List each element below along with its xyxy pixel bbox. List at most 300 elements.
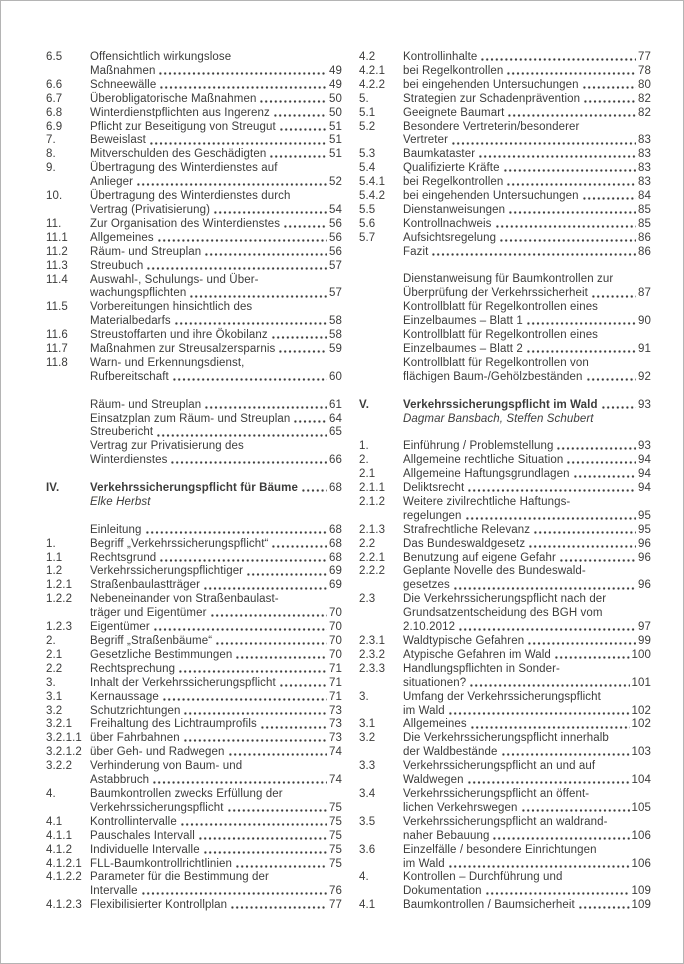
dot-leader [503, 162, 636, 176]
toc-entry-text: Astabbruch [90, 774, 150, 787]
toc-entry-number [46, 454, 90, 468]
toc-entry-line [46, 635, 342, 649]
toc-page-number: 58 [329, 315, 342, 328]
toc-page-number: 82 [638, 106, 651, 119]
toc-spacer [46, 468, 342, 482]
toc-entry-text: Allgemeine Haftungsgrundlagen [403, 468, 570, 481]
toc-entry-number: 5.6 [359, 217, 376, 230]
toc-entry-number [359, 705, 403, 719]
toc-entry-line [359, 468, 651, 482]
toc-entry-text: bei eingehenden Untersuchungen [403, 78, 579, 91]
toc-entry-line [46, 760, 342, 774]
toc-entry-text: über Fahrbahnen [90, 732, 180, 745]
toc-entry-line [46, 399, 342, 413]
toc-entry-line [359, 204, 651, 218]
dot-leader [506, 176, 636, 190]
toc-entry-text: Allgemeine rechtliche Situation [403, 454, 564, 467]
toc-entry [46, 593, 342, 621]
toc-entry-line [46, 732, 342, 746]
toc-entry-text: Baumkontrollen zwecks Erfüllung der [90, 787, 283, 800]
toc-entry-line [46, 51, 342, 65]
toc-entry-number: 11.7 [46, 343, 68, 356]
toc-page-number: 85 [638, 203, 651, 216]
toc-entry-text: Qualifizierte Kräfte [403, 162, 500, 175]
toc-page-number: 80 [638, 78, 651, 91]
toc-entry-line [359, 579, 651, 593]
toc-entry-line [46, 816, 342, 830]
toc-entry-text: Deliktsrecht [403, 482, 465, 495]
dot-leader [480, 51, 636, 65]
toc-entry-text: Übertragung des Winterdienstes durch [90, 190, 291, 203]
toc-page-number: 91 [638, 343, 651, 356]
dot-leader [159, 552, 327, 566]
toc-entry [359, 246, 651, 260]
toc-entry-line [46, 871, 342, 885]
dot-leader [178, 663, 327, 677]
toc-entry-number: 4.1.2.1 [46, 857, 82, 870]
toc-page-number: 54 [329, 203, 342, 216]
toc-page-number: 102 [631, 718, 651, 731]
toc-entry-number: 2.1.1 [359, 482, 386, 495]
toc-entry-line [46, 107, 342, 121]
toc-entry-number: 11.8 [46, 356, 68, 369]
toc-entry-number [359, 343, 403, 357]
toc-entry-text: 2.10.2012 [403, 621, 456, 634]
toc-entry-text: träger und Eigentümer [90, 607, 207, 620]
toc-entry-line [46, 232, 342, 246]
toc-entry [359, 691, 651, 719]
toc-entry-text: im Wald [403, 857, 445, 870]
toc-entry-line [46, 343, 342, 357]
toc-entry [46, 413, 342, 427]
toc-entry-number: 2.2.2 [359, 565, 386, 578]
dot-leader [591, 287, 636, 301]
toc-entry-line [359, 413, 651, 427]
toc-entry-number: 2. [46, 635, 56, 648]
dot-leader [458, 621, 636, 635]
toc-entry [46, 788, 342, 816]
toc-entry-number: 1. [46, 537, 56, 550]
dot-leader [271, 538, 327, 552]
toc-page-number: 68 [329, 482, 342, 495]
toc-entry-number: 3.4 [359, 787, 376, 800]
toc-entry-number: 2.3.2 [359, 648, 386, 661]
toc-entry-text: Parameter für die Bestimmung der [90, 871, 269, 884]
dot-leader [189, 287, 327, 301]
toc-page-number: 97 [638, 621, 651, 634]
toc-entry-text: Vertreter [403, 134, 449, 147]
toc-page-number: 70 [329, 621, 342, 634]
dot-leader [501, 746, 630, 760]
toc-entry [46, 274, 342, 302]
toc-entry-line [359, 121, 651, 135]
dot-leader [283, 218, 327, 232]
toc-entry [46, 426, 342, 440]
toc-entry-text: Begriff „Verkehrssicherungspflicht“ [90, 537, 269, 550]
toc-entry-line [46, 121, 342, 135]
toc-entry-text: Besondere Vertreterin/besonderer [403, 120, 580, 133]
toc-entry-number [359, 802, 403, 816]
dot-leader [273, 107, 327, 121]
toc-entry-number: 1.2.3 [46, 621, 73, 634]
toc-entry [359, 301, 651, 329]
toc-entry-text: Weitere zivilrechtliche Haftungs- [403, 495, 571, 508]
toc-entry-line [359, 440, 651, 454]
dot-leader [573, 468, 636, 482]
toc-entry [46, 649, 342, 663]
toc-entry-text: Verkehrssicherungspflichtiger [90, 565, 244, 578]
toc-entry-number: 1.2.2 [46, 593, 73, 606]
toc-entry [359, 440, 651, 454]
toc-entry [359, 718, 651, 732]
toc-entry-text: Überobligatorische Maßnahmen [90, 92, 257, 105]
toc-entry [359, 232, 651, 246]
toc-page-number: 75 [329, 801, 342, 814]
toc-page-number: 77 [329, 899, 342, 912]
toc-entry-number [46, 371, 90, 385]
toc-entry-line [46, 246, 342, 260]
toc-entry [46, 148, 342, 162]
toc-entry-text: Einzelbaumes – Blatt 2 [403, 343, 523, 356]
toc-entry [46, 565, 342, 579]
toc-entry [46, 538, 342, 552]
toc-entry-number: 1.2 [46, 565, 63, 578]
toc-entry [359, 760, 651, 788]
toc-page-number: 96 [638, 579, 651, 592]
toc-spacer [359, 426, 651, 440]
toc-entry-number: 3.5 [359, 815, 376, 828]
toc-entry [359, 844, 651, 872]
toc-entry-line [46, 218, 342, 232]
dot-leader [271, 329, 327, 343]
toc-entry-text: Verkehrssicherungspflicht im Wald [403, 398, 598, 411]
toc-entry [359, 329, 651, 357]
toc-entry-text: Verkehrssicherungspflicht für Bäume [90, 482, 299, 495]
dot-leader [453, 579, 636, 593]
toc-entry-line [46, 552, 342, 566]
toc-entry-number: 1. [359, 440, 369, 453]
dot-leader [499, 232, 636, 246]
toc-entry-line [359, 176, 651, 190]
dot-leader [203, 579, 327, 593]
toc-entry-text: Die Verkehrssicherungspflicht innerhalb [403, 732, 609, 745]
dot-leader [235, 858, 327, 872]
dot-leader [527, 635, 636, 649]
toc-entry [359, 649, 651, 663]
toc-entry-line [46, 329, 342, 343]
toc-entry-text: Intervalle [90, 885, 138, 898]
toc-entry-line [46, 93, 342, 107]
dot-leader [215, 635, 327, 649]
toc-entry-line [359, 732, 651, 746]
toc-page-number: 95 [638, 509, 651, 522]
toc-page-number: 60 [329, 370, 342, 383]
toc-page-number: 68 [329, 551, 342, 564]
toc-entry-line [359, 162, 651, 176]
toc-page-number: 85 [638, 217, 651, 230]
toc-entry-number: 7. [46, 134, 56, 147]
toc-page-number: 106 [631, 857, 651, 870]
dot-leader [301, 482, 327, 496]
toc-entry-text: Vertrag zur Privatisierung des [90, 440, 244, 453]
toc-page-number: 105 [631, 801, 651, 814]
toc-entry-number: 5. [359, 92, 369, 105]
toc-entry-text: Allgemeines [90, 231, 154, 244]
toc-entry-line [359, 148, 651, 162]
toc-entry-text: Dienstanweisungen [403, 203, 506, 216]
toc-entry-number [359, 134, 403, 148]
toc-entry-line [359, 107, 651, 121]
toc-entry-text: bei Regelkontrollen [403, 176, 504, 189]
toc-page-number: 51 [329, 134, 342, 147]
toc-entry-number: 2.3.1 [359, 635, 386, 648]
toc-page-number: 109 [631, 899, 651, 912]
toc-entry-number: 5.7 [359, 231, 376, 244]
dot-leader [269, 148, 327, 162]
toc-page-number: 74 [329, 774, 342, 787]
toc-entry [46, 107, 342, 121]
dot-leader [213, 204, 327, 218]
toc-entry-line [359, 760, 651, 774]
toc-entry [359, 635, 651, 649]
toc-page-number: 49 [329, 64, 342, 77]
toc-page-number: 90 [638, 315, 651, 328]
toc-entry-line [359, 190, 651, 204]
toc-page-number: 103 [631, 746, 651, 759]
toc-entry [46, 760, 342, 788]
toc-entry [359, 454, 651, 468]
toc-entry [359, 51, 651, 65]
toc-entry [359, 816, 651, 844]
dot-leader [172, 371, 327, 385]
toc-entry-line [359, 496, 651, 510]
toc-entry-number [359, 301, 403, 315]
toc-entry [359, 496, 651, 524]
toc-page-number: 86 [638, 231, 651, 244]
toc-entry-line [46, 621, 342, 635]
toc-entry-number: 11.1 [46, 231, 68, 244]
dot-leader [183, 705, 327, 719]
toc-entry-number: 10. [46, 190, 63, 203]
toc-entry-text: Maßnahmen [90, 64, 156, 77]
toc-entry-line [359, 538, 651, 552]
toc-entry [359, 107, 651, 121]
toc-entry-text: Winterdienstpflichten aus Ingerenz [90, 106, 270, 119]
toc-entry-text: Übertragung des Winterdienstes auf [90, 162, 278, 175]
toc-page-number: 64 [329, 412, 342, 425]
toc-entry-line [359, 399, 651, 413]
toc-entry-text: Geplante Novelle des Bundeswald- [403, 565, 586, 578]
toc-entry-text: Dienstanweisung für Baumkontrollen zur [403, 273, 614, 286]
toc-entry-line [46, 858, 342, 872]
toc-entry-number [359, 607, 403, 621]
dot-leader [507, 107, 636, 121]
toc-spacer [359, 260, 651, 274]
toc-entry-line [359, 232, 651, 246]
toc-entry-text: Vorbereitungen hinsichtlich des [90, 301, 253, 314]
toc-entry-text: Einzelfälle / besondere Einrichtungen [403, 843, 597, 856]
toc-entry-line [359, 691, 651, 705]
toc-page-number: 56 [329, 245, 342, 258]
toc-page-number: 73 [329, 732, 342, 745]
dot-leader [448, 858, 630, 872]
dot-leader [528, 538, 636, 552]
toc-page-number: 75 [329, 815, 342, 828]
toc-page-number: 59 [329, 343, 342, 356]
toc-entry-line [46, 565, 342, 579]
toc-entry-line [46, 885, 342, 899]
toc-page-number: 61 [329, 398, 342, 411]
toc-entry-text: Räum- und Streuplan [90, 398, 202, 411]
dot-leader [204, 399, 327, 413]
toc-entry [46, 440, 342, 468]
dot-leader [556, 440, 636, 454]
toc-spacer [359, 385, 651, 399]
toc-entry-number [46, 426, 90, 440]
toc-entry-text: über Geh- und Radwegen [90, 746, 225, 759]
toc-entry-number: 5.4.1 [359, 176, 386, 189]
toc-page-number: 66 [329, 454, 342, 467]
dot-leader [198, 830, 327, 844]
toc-entry-line [359, 246, 651, 260]
dot-leader [533, 524, 636, 538]
toc-entry-text: Die Verkehrssicherungspflicht nach der [403, 593, 607, 606]
dot-leader [174, 315, 327, 329]
toc-page-number: 68 [329, 523, 342, 536]
toc-page-number: 73 [329, 718, 342, 731]
toc-entry-number [359, 579, 403, 593]
toc-entry [46, 79, 342, 93]
toc-entry-number: 5.4.2 [359, 190, 386, 203]
toc-page-number: 96 [638, 537, 651, 550]
toc-entry-number: 6.9 [46, 120, 63, 133]
toc-page-number: 75 [329, 857, 342, 870]
dot-leader [146, 260, 327, 274]
toc-entry-number: 3.2.2 [46, 760, 73, 773]
dot-leader [259, 93, 327, 107]
toc-entry-text: lichen Verkehrswegen [403, 801, 518, 814]
toc-entry-line [46, 287, 342, 301]
toc-entry [46, 232, 342, 246]
toc-entry-number: 11.4 [46, 273, 68, 286]
toc-entry [46, 691, 342, 705]
toc-entry-number: 3.2.1.2 [46, 746, 82, 759]
toc-page-number: 49 [329, 78, 342, 91]
toc-entry-number [46, 802, 90, 816]
toc-entry-text: Materialbedarfs [90, 315, 171, 328]
toc-entry [359, 552, 651, 566]
dot-leader [566, 454, 636, 468]
toc-entry-line [46, 176, 342, 190]
toc-entry [359, 79, 651, 93]
toc-entry-number: 3.2 [46, 704, 63, 717]
toc-entry-line [359, 663, 651, 677]
dot-leader [204, 246, 327, 260]
toc-entry-text: Gesetzliche Bestimmungen [90, 648, 233, 661]
toc-entry-text: Verkehrssicherungspflicht [90, 801, 224, 814]
toc-entry-number [46, 65, 90, 79]
dot-leader [230, 899, 327, 913]
toc-entry-line [359, 454, 651, 468]
toc-entry-number: 4. [359, 871, 369, 884]
toc-entry-text: Straßenbaulastträger [90, 579, 201, 592]
toc-entry-text: Pflicht zur Beseitigung von Streugut [90, 120, 276, 133]
toc-entry-number [359, 858, 403, 872]
toc-entry-number: 2.2 [359, 537, 376, 550]
dot-leader [293, 413, 327, 427]
toc-page-number: 69 [329, 565, 342, 578]
toc-entry-text: Anlieger [90, 176, 133, 189]
toc-entry-number: 1.2.1 [46, 579, 73, 592]
toc-page-number: 65 [329, 426, 342, 439]
toc-entry-number: 5.1 [359, 106, 376, 119]
toc-entry-number [46, 774, 90, 788]
dot-leader [145, 524, 327, 538]
toc-entry [359, 524, 651, 538]
toc-entry-number [46, 524, 90, 538]
toc-page-number: 57 [329, 259, 342, 272]
toc-entry-number [359, 273, 403, 287]
dot-leader [246, 565, 327, 579]
dot-leader [467, 774, 630, 788]
toc-entry-number: 3. [46, 676, 56, 689]
toc-entry-number: 4.1 [46, 815, 63, 828]
toc-entry [359, 190, 651, 204]
toc-entry [46, 579, 342, 593]
toc-entry-text: Nebeneinander von Straßenbaulast- [90, 593, 279, 606]
toc-entry-line [46, 746, 342, 760]
dot-leader [521, 802, 630, 816]
toc-entry-line [359, 788, 651, 802]
toc-entry-line [359, 552, 651, 566]
toc-entry [359, 593, 651, 635]
toc-page-number: 83 [638, 176, 651, 189]
toc-entry-number: 3.2 [359, 732, 376, 745]
toc-page-number: 87 [638, 287, 651, 300]
toc-entry-text: Kontrollblatt für Regelkontrollen von [403, 356, 589, 369]
toc-entry [46, 732, 342, 746]
toc-entry-line [46, 440, 342, 454]
toc-entry [359, 273, 651, 301]
toc-entry [46, 51, 342, 79]
dot-leader [180, 816, 327, 830]
toc-entry-text: Kontrollen – Durchführung und [403, 871, 563, 884]
toc-entry [46, 718, 342, 732]
toc-content [46, 51, 651, 913]
dot-leader [183, 732, 327, 746]
toc-entry-number: 3.2.1.1 [46, 732, 82, 745]
toc-entry-number: 4. [46, 787, 56, 800]
toc-entry-line [359, 482, 651, 496]
toc-page-number: 51 [329, 120, 342, 133]
toc-entry-number [359, 371, 403, 385]
toc-entry-line [359, 329, 651, 343]
toc-entry-number [46, 607, 90, 621]
toc-entry-line [359, 593, 651, 607]
toc-entry-text: Begriff „Straßenbäume“ [90, 635, 213, 648]
toc-entry-line [359, 677, 651, 691]
dot-leader [158, 65, 327, 79]
toc-page-number: 83 [638, 148, 651, 161]
dot-leader [506, 65, 636, 79]
toc-entry-number [359, 329, 403, 343]
toc-entry-number [359, 830, 403, 844]
toc-entry-text: naher Bebauung [403, 829, 490, 842]
toc-entry-text: Geeignete Baumart [403, 106, 505, 119]
toc-entry-number: 6.7 [46, 92, 63, 105]
toc-entry-text: Strafrechtliche Relevanz [403, 523, 531, 536]
toc-entry [46, 329, 342, 343]
